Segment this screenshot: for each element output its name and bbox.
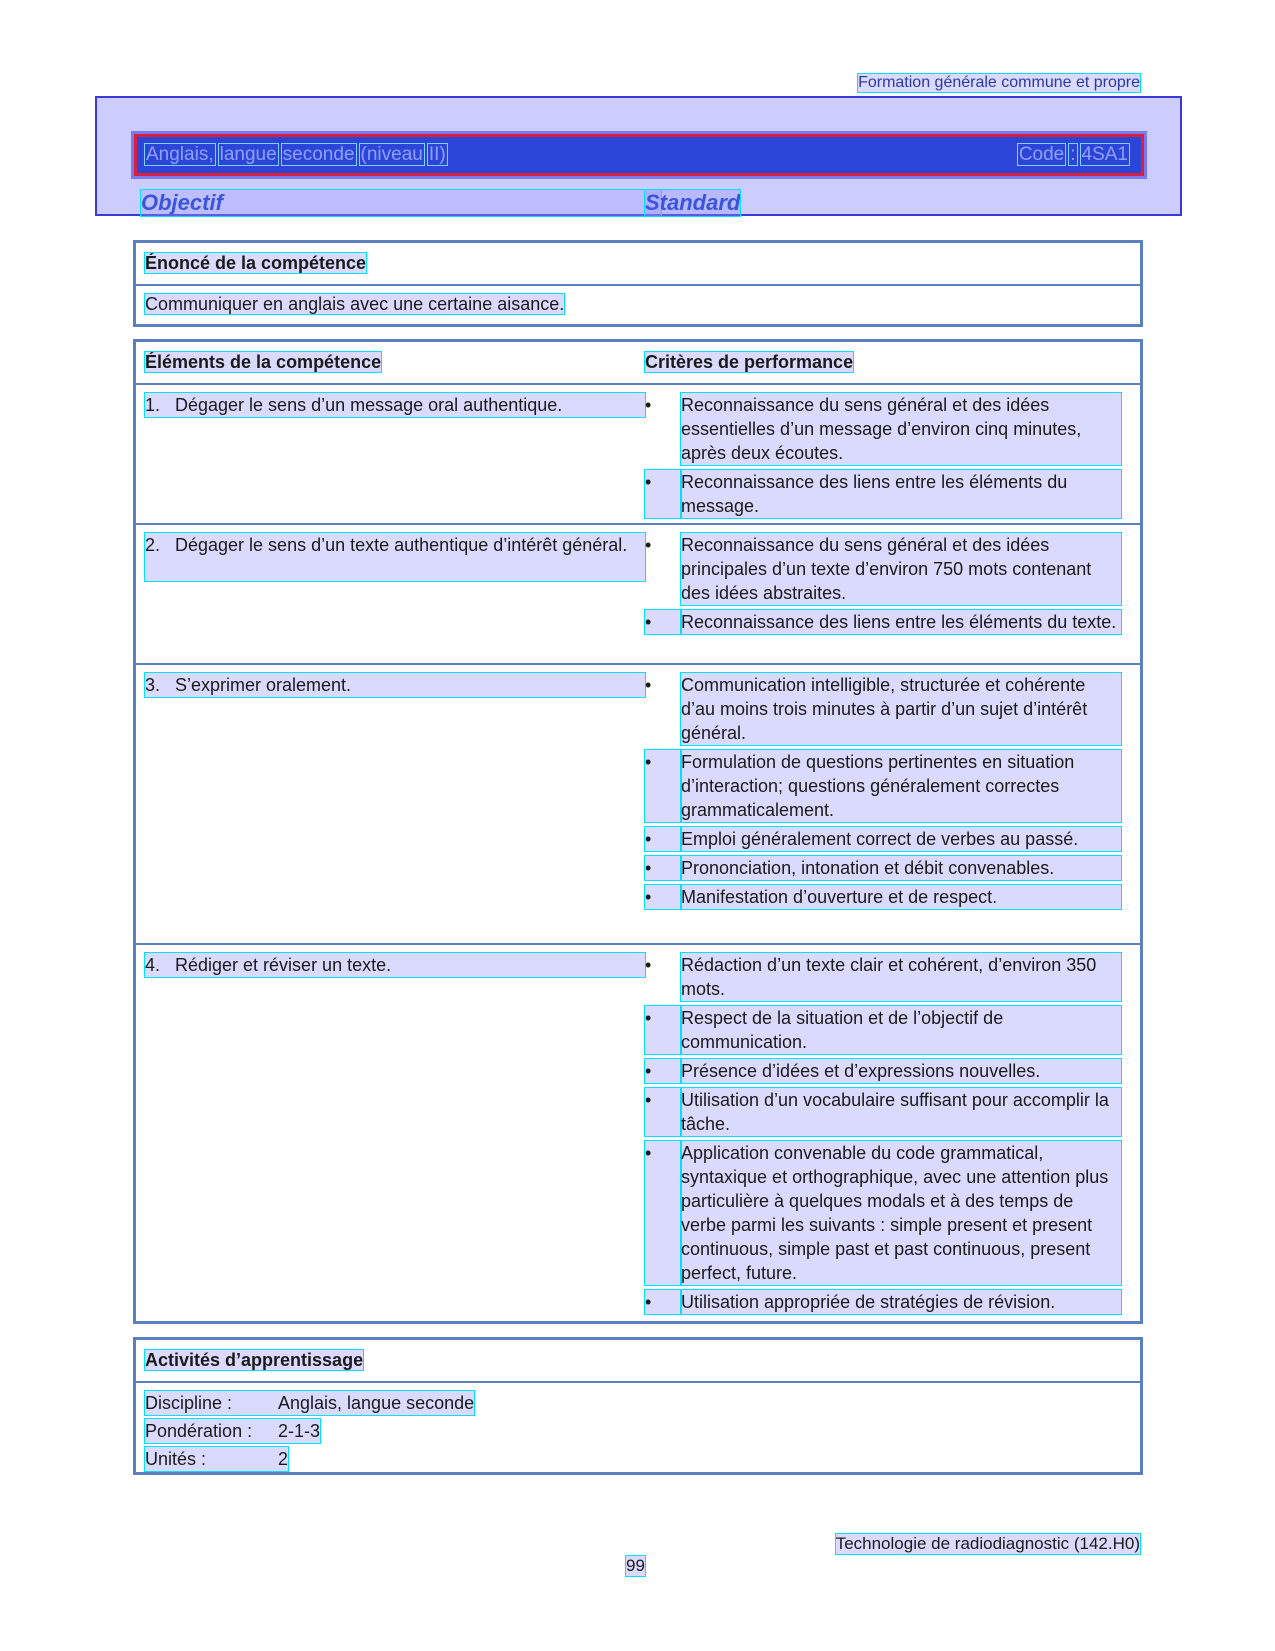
table-row: 2. Dégager le sens d’un texte authentique d’intérêt général. • Reconnaissance du sens général et des idées principales d’un texte d’environ 750 mots contenant des idées abstraites. • Reconnaissance des liens entre les éléments du texte. bbox=[136, 525, 1140, 665]
document-header-text: Formation générale commune et propre bbox=[858, 74, 1140, 91]
bullet-icon: • bbox=[645, 395, 652, 415]
standard-label: Standard bbox=[645, 190, 741, 215]
program-footer: Technologie de radiodiagnostic (142.H0) bbox=[835, 1534, 1140, 1553]
bullet-icon: • bbox=[645, 885, 681, 909]
bullet-icon: • bbox=[645, 1006, 681, 1054]
criterion-text: Formulation de questions pertinentes en situation d’interaction; questions généralement correctes grammaticalement. bbox=[681, 750, 1121, 822]
elements-heading: Éléments de la compétence bbox=[145, 352, 382, 372]
bullet-icon: • bbox=[645, 1141, 681, 1285]
bullet-icon: • bbox=[645, 535, 652, 555]
ponderation-key: Pondération : bbox=[145, 1421, 253, 1441]
elements-header bbox=[136, 342, 1140, 385]
criterion-text: Reconnaissance du sens général et des idées principales d’un texte d’environ 750 mots contenant des idées abstraites. bbox=[681, 533, 1121, 605]
enonce-heading: Énoncé de la compétence bbox=[145, 253, 367, 273]
unites-key: Unités : bbox=[145, 1449, 207, 1469]
criterion-text: Manifestation d’ouverture et de respect. bbox=[681, 885, 1121, 909]
table-row: 3. S’exprimer oralement. • Communication intelligible, structurée et cohérente d’au moins trois minutes à partir d’un sujet d’intérêt général. • Formulation de questions pertinentes en situation d’interaction; questions généralement correctes grammaticalement. • Emploi généralement correct de verbes au passé. • Prononciation, intonation et débit convenables. • Manifestation d’ouverture et de respect. bbox=[136, 665, 1140, 945]
ponderation-value: 2-1-3 bbox=[278, 1421, 321, 1441]
page-number: 99 bbox=[626, 1556, 645, 1575]
bullet-icon: • bbox=[645, 1059, 681, 1083]
course-title-bar bbox=[134, 134, 1144, 176]
criterion-text: Communication intelligible, structurée et cohérente d’au moins trois minutes à partir d’un sujet d’intérêt général. bbox=[681, 673, 1121, 745]
table-row: 1. Dégager le sens d’un message oral authentique. • Reconnaissance du sens général et des idées essentielles d’un message d’environ cinq minutes, après deux écoutes. • Reconnaissance des liens entre les éléments du message. bbox=[136, 385, 1140, 525]
bullet-icon: • bbox=[645, 955, 652, 975]
course-title: Anglais, langue seconde (niveau II) bbox=[146, 144, 446, 165]
element-text: Dégager le sens d’un texte authentique d’intérêt général. bbox=[175, 535, 628, 555]
course-code: Code : 4SA1 bbox=[1018, 144, 1128, 165]
bullet-icon: • bbox=[645, 750, 681, 822]
criterion-text: Prononciation, intonation et débit convenables. bbox=[681, 856, 1121, 880]
criterion-text: Application convenable du code grammatical, syntaxique et orthographique, avec une attention plus particulière à quelques modals et à des temps de verbe parmi les suivants : simple present et present continuous, simple past et past continuous, present perfect, future. bbox=[681, 1141, 1121, 1285]
element-text: S’exprimer oralement. bbox=[175, 675, 352, 695]
criterion-text: Emploi généralement correct de verbes au passé. bbox=[681, 827, 1121, 851]
header-panel bbox=[95, 96, 1182, 216]
criterion-text: Reconnaissance des liens entre les éléments du texte. bbox=[681, 610, 1121, 634]
discipline-value: Anglais, langue seconde bbox=[278, 1393, 475, 1413]
activities-box bbox=[133, 1337, 1143, 1475]
criterion-text: Utilisation d’un vocabulaire suffisant pour accomplir la tâche. bbox=[681, 1088, 1121, 1136]
criterion-text: Présence d’idées et d’expressions nouvelles. bbox=[681, 1059, 1121, 1083]
bullet-icon: • bbox=[645, 827, 681, 851]
elements-table bbox=[133, 339, 1143, 1324]
objective-label: Objectif bbox=[141, 190, 661, 216]
enonce-box bbox=[133, 240, 1143, 327]
criteria-heading: Critères de performance bbox=[645, 352, 854, 372]
bullet-icon: • bbox=[645, 470, 681, 518]
bullet-icon: • bbox=[645, 1290, 681, 1314]
enonce-text: Communiquer en anglais avec une certaine aisance. bbox=[145, 294, 565, 314]
bullet-icon: • bbox=[645, 1088, 681, 1136]
activities-heading: Activités d’apprentissage bbox=[145, 1350, 364, 1370]
bullet-icon: • bbox=[645, 675, 652, 695]
criterion-text: Reconnaissance des liens entre les éléments du message. bbox=[681, 470, 1121, 518]
element-text: Rédiger et réviser un texte. bbox=[175, 955, 392, 975]
element-text: Dégager le sens d’un message oral authentique. bbox=[175, 395, 563, 415]
table-row: 4. Rédiger et réviser un texte. • Rédaction d’un texte clair et cohérent, d’environ 350 mots. • Respect de la situation et de l’objectif de communication. • Présence d’idées et d’expressions nouvelles. • Utilisation d’un vocabulaire suffisant pour accomplir la tâche. • Application convenable du code grammatical, syntaxique et orthographique, avec une attention plus particulière à quelques modals et à des temps de verbe parmi les suivants : simple present et present continuous, simple past et past continuous, present perfect, future. • Utilisation appropriée de stratégies de révision. bbox=[136, 945, 1140, 1327]
criterion-text: Utilisation appropriée de stratégies de révision. bbox=[681, 1290, 1121, 1314]
criterion-text: Reconnaissance du sens général et des idées essentielles d’un message d’environ cinq minutes, après deux écoutes. bbox=[681, 393, 1121, 465]
bullet-icon: • bbox=[645, 856, 681, 880]
discipline-key: Discipline : bbox=[145, 1393, 233, 1413]
criterion-text: Respect de la situation et de l’objectif de communication. bbox=[681, 1006, 1121, 1054]
bullet-icon: • bbox=[645, 610, 681, 634]
unites-value: 2 bbox=[278, 1449, 289, 1469]
criterion-text: Rédaction d’un texte clair et cohérent, d’environ 350 mots. bbox=[681, 953, 1121, 1001]
